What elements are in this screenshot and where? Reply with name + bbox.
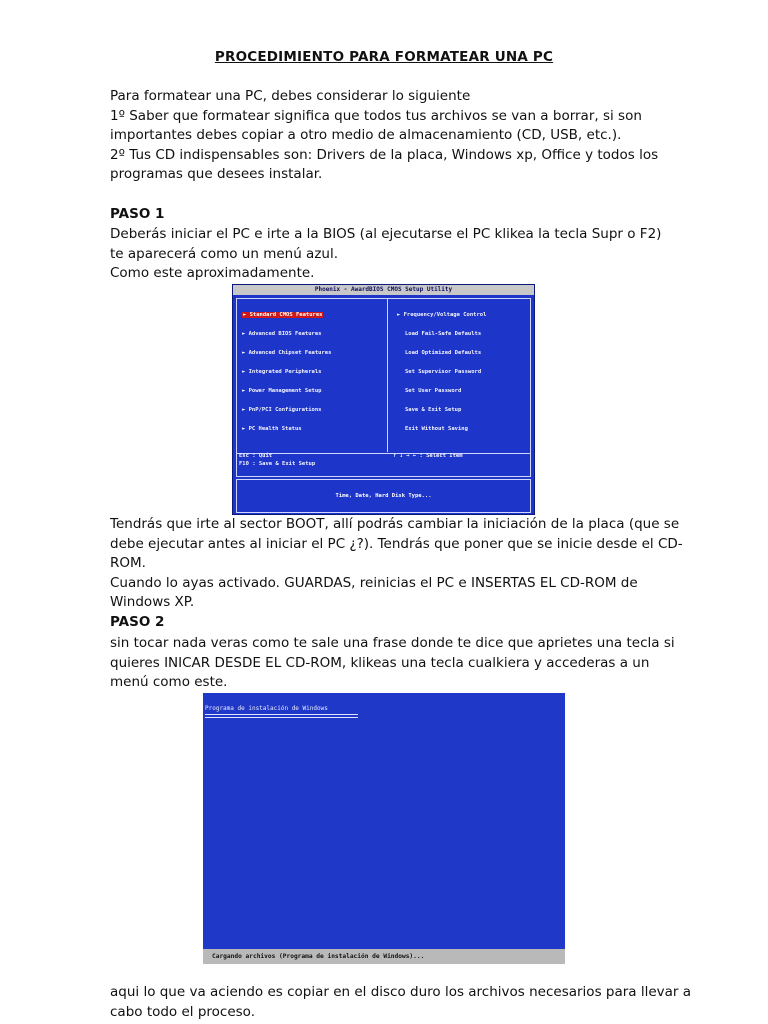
bios-menu-item: ► Frequency/Voltage Control [397,312,487,318]
step1-heading: PASO 1 [110,206,165,222]
bios-menu-item: ► PC Health Status [242,426,302,432]
step1-paragraph [110,225,670,284]
bios-help-save: F10 : Save & Exit Setup [239,461,316,467]
bios-menu-item: Save & Exit Setup [405,407,462,413]
windows-setup-status-bar: Cargando archivos (Programa de instalación de Windows)... [203,949,565,964]
after-bios-line: Cuando lo ayas activado. GUARDAS, reinicias el PC e INSERTAS EL CD-ROM de [110,574,638,591]
closing-line: aqui lo que va aciendo es copiar en el disco duro los archivos necesarios para llevar a [110,984,692,1000]
step1-line: Como este aproximadamente. [110,265,315,282]
bios-menu-item: Load Optimized Defaults [405,350,482,356]
bios-menu-item: Set Supervisor Password [405,369,482,375]
windows-setup-title: Programa de instalación de Windows [205,705,328,712]
bios-menu-item: ► Advanced BIOS Features [242,331,322,337]
bios-menu-item: ► Advanced Chipset Features [242,350,332,356]
intro-line: programas que desees instalar. [110,166,323,183]
intro-line: 1º Saber que formatear significa que todos tus archivos se van a borrar, si son [110,107,642,124]
bios-title-bar: Phoenix - AwardBIOS CMOS Setup Utility [233,285,534,295]
windows-setup-screenshot [203,693,565,964]
windows-setup-rule [205,714,358,715]
bios-menu-item: Exit Without Saving [405,426,468,432]
bios-screenshot [232,284,535,515]
bios-menu-item: Set User Password [405,388,462,394]
bios-menu-item: ► Power Management Setup [242,388,322,394]
bios-divider [387,298,388,452]
step2-line: quieres INICAR DESDE EL CD-ROM, klikeas una tecla cualkiera y accederas a un [110,654,650,671]
step2-line: menú como este. [110,674,228,691]
after-bios-line: Tendrás que irte al sector BOOT, allí podrás cambiar la iniciación de la placa (que se [110,516,680,532]
bios-menu-item: ► Standard CMOS Features [243,312,323,318]
bios-help-quit: Esc : Quit [239,453,273,459]
after-bios-paragraph [110,515,683,613]
intro-line: Para formatear una PC, debes considerar lo siguiente [110,88,471,104]
windows-setup-rule [205,717,358,718]
after-bios-line: debe ejecutar antes al iniciar el PC ¿?). Tendrás que poner que se inicie desde el CD- [110,535,683,552]
intro-line: 2º Tus CD indispensables son: Drivers de la placa, Windows xp, Office y todos los [110,146,659,163]
step2-paragraph [110,634,675,693]
step2-line: sin tocar nada veras como te sale una frase donde te dice que aprietes una tecla si [110,635,675,651]
closing-line: cabo todo el proceso. [110,1003,255,1020]
intro-paragraph [110,87,670,185]
bios-menu-item: ► PnP/PCI Configurations [242,407,322,413]
closing-paragraph [110,983,692,1022]
step1-line: Deberás iniciar el PC e irte a la BIOS (al ejecutarse el PC klikea la tecla Supr o F2) [110,226,662,242]
document-title: PROCEDIMIENTO PARA FORMATEAR UNA PC [214,49,554,65]
intro-line: importantes debes copiar a otro medio de almacenamiento (CD, USB, etc.). [110,127,622,144]
step2-heading: PASO 2 [110,614,165,630]
bios-menu-item: ► Integrated Peripherals [242,369,322,375]
bios-menu-item: Load Fail-Safe Defaults [405,331,482,337]
step1-line: te aparecerá como un menú azul. [110,245,339,262]
after-bios-line: Windows XP. [110,594,195,611]
bios-status-text: Time, Date, Hard Disk Type... [335,493,432,499]
after-bios-line: ROM. [110,555,146,572]
bios-help-select: ↑ ↓ → ← : Select Item [393,453,463,459]
